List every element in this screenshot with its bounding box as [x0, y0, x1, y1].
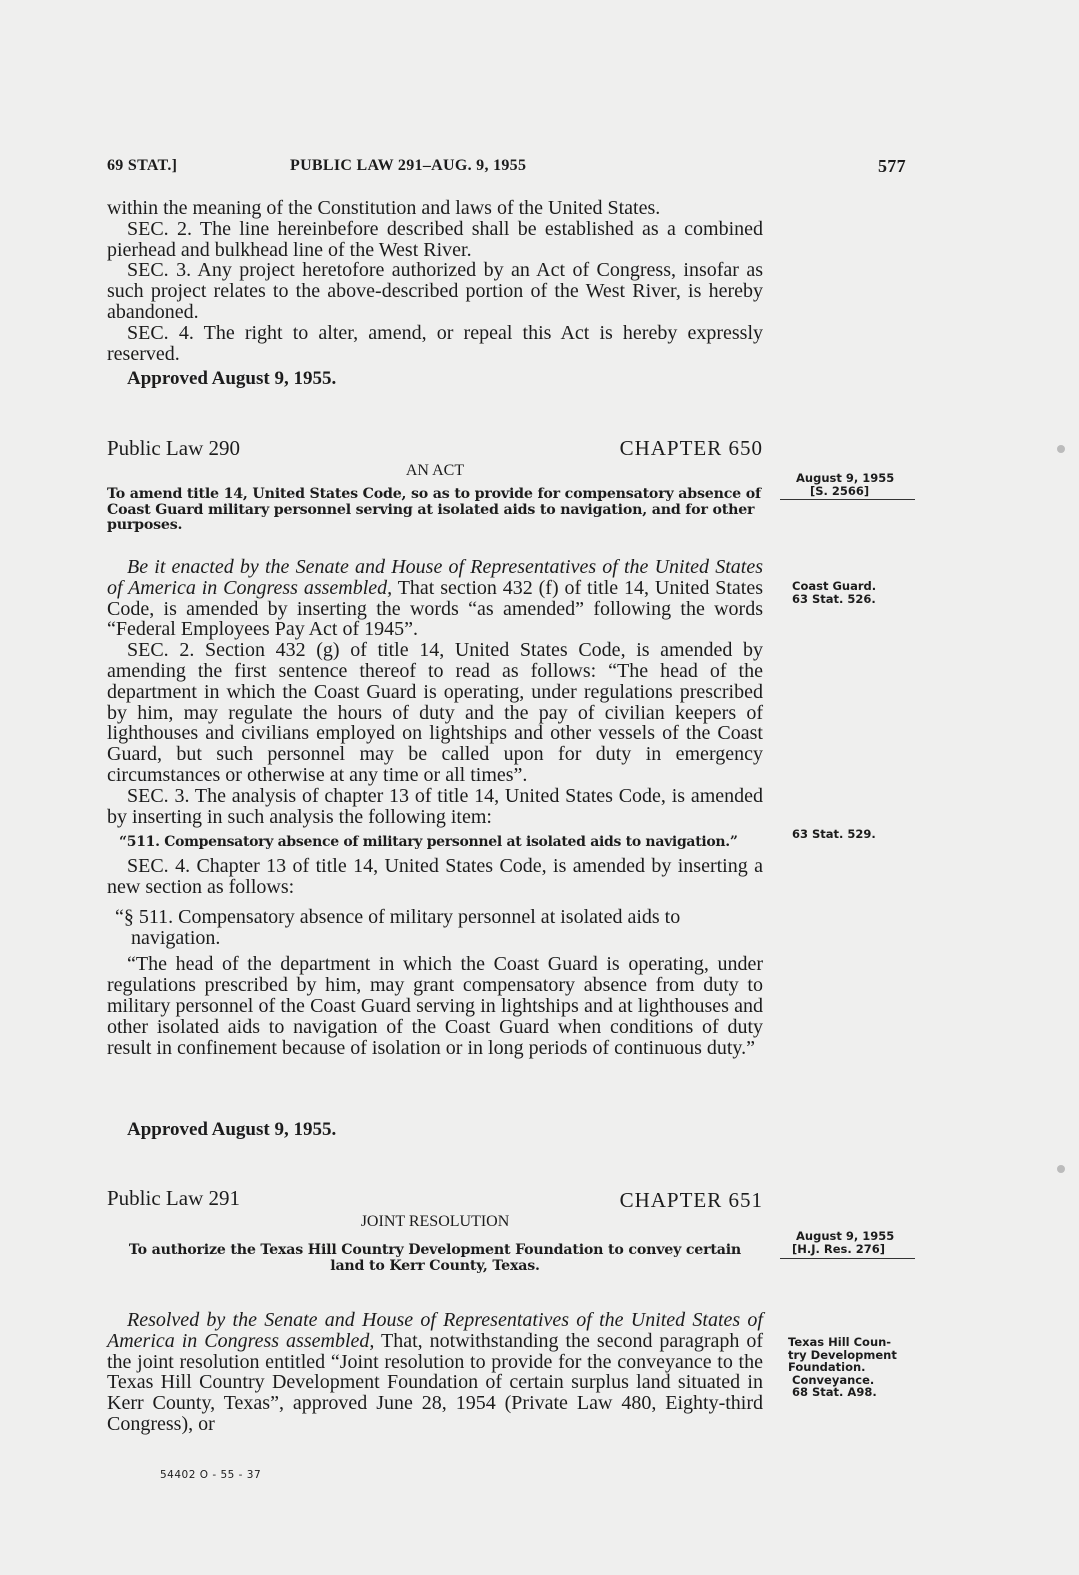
section-label: SEC. 3. [127, 784, 190, 807]
binding-hole-mark [1057, 1165, 1065, 1173]
law-291-body [107, 1310, 763, 1435]
chapter-heading: CHAPTER 651 [619, 1188, 763, 1212]
section-label: SEC. 2. [127, 639, 195, 662]
section-label: SEC. 2. [127, 217, 192, 240]
section-text: Chapter 13 of title 14, United States Code, is amended by inserting a new section as follows: [107, 855, 763, 898]
margin-note-subject [788, 1336, 913, 1399]
summary-line: To authorize the Texas Hill Country Development Foundation to convey certain [128, 1242, 742, 1258]
running-head-volume: 69 STAT.] [107, 157, 178, 174]
section-label: SEC. 4. [127, 321, 194, 344]
margin-note-line: 63 Stat. 526. [792, 591, 876, 606]
margin-note-citation: 63 Stat. 529. [792, 827, 876, 841]
margin-note-line: August 9, 1955 [796, 1229, 895, 1243]
margin-rule [780, 1258, 915, 1259]
section-text: The right to alter, amend, or repeal this Act is hereby expressly reserved. [107, 321, 764, 365]
resolution-summary [107, 1243, 763, 1274]
section-2-paragraph [107, 219, 763, 261]
section-text: The analysis of chapter 13 of title 14, United States Code, is amended by inserting in such analysis the following item: [107, 784, 764, 828]
margin-note-line: Coast Guard. [792, 579, 877, 593]
new-section-text: “The head of the department in which the Coast Guard is operating, under regulations prescribed by him, may grant compensatory absence from duty to military personnel of the Coast Guard serving in lightships and at lighthouses and other isolated aids to navigation of the Coast Guard when conditions of duty result in confinement because of isolation or in long periods of continuous duty.” [107, 953, 763, 1059]
chapter-heading: CHAPTER 650 [619, 436, 763, 460]
margin-rule [780, 499, 915, 500]
section-continuation [107, 198, 763, 364]
section-label: SEC. 4. [127, 855, 191, 878]
running-head-title: PUBLIC LAW 291–AUG. 9, 1955 [290, 157, 527, 174]
margin-note-line: Conveyance. [792, 1372, 875, 1387]
resolving-clause-text: That, notwithstanding the second paragraph of the joint resolution entitled “Joint resolution to provide for the conveyance to the Texas Hill Country Development Foundation of certain surplus land situated in Kerr County, Texas”, approved June 28, 1954 (Private Law 480, Eighty-third Congress), or [107, 1329, 764, 1435]
section-4-paragraph [107, 323, 763, 365]
public-law-heading: Public Law 291 [107, 1186, 240, 1210]
new-section-heading: “§ 511. Compensatory absence of military personnel at isolated aids to navigation. [115, 905, 681, 949]
continued-paragraph: within the meaning of the Constitution and laws of the United States. [107, 197, 661, 219]
margin-note-line: Texas Hill Coun- [788, 1335, 892, 1349]
approved-date: Approved August 9, 1955. [127, 1119, 337, 1140]
margin-note-date [792, 472, 917, 497]
section-text: Any project heretofore authorized by an Act of Congress, insofar as such project relates to the above-described portion of the West River, is hereby abandoned. [107, 259, 763, 323]
section-2-paragraph [107, 640, 763, 786]
margin-note-line: [S. 2566] [810, 483, 870, 498]
section-text: The line hereinbefore described shall be established as a combined pierhead and bulkhead line of the West River. [107, 217, 763, 261]
section-text: Section 432 (g) of title 14, United States Code, is amended by amending the first sentence thereof to read as follows: “The head of the department in which the Coast Guard is operating, under regulations prescribed by him, may regulate the hours of duty and the pay of civilian keepers of lighthouses and civilians employed on lightships and other vessels of the Coast Guard, but such personnel may be called upon for duty in emergency circumstances or otherwise at any time or all times”. [107, 639, 764, 786]
margin-note-subject [792, 580, 917, 605]
page-number: 577 [878, 156, 906, 176]
margin-note-line: Foundation. [788, 1360, 866, 1374]
act-summary: To amend title 14, United States Code, so as to provide for compensatory absence of Coast Guard military personnel serving at isolated aids to navigation, and for other purposes. [107, 486, 761, 533]
margin-note-line: 68 Stat. A98. [792, 1385, 877, 1399]
enacting-clause-text: That section 432 (f) of title 14, United States Code, is amended by inserting the words “as amended” following the words “Federal Employees Pay Act of 1945”. [107, 576, 763, 641]
enacting-clause [107, 557, 763, 640]
margin-note-line: try Development [788, 1347, 897, 1362]
section-label: SEC. 3. [127, 259, 192, 282]
section-3-paragraph [107, 260, 763, 322]
margin-note-date [792, 1230, 917, 1255]
print-code: 54402 O - 55 - 37 [160, 1469, 262, 1481]
law-290-body [107, 557, 763, 1058]
resolving-clause-italic: Resolved by the Senate and House of Representatives of the United States of America in Congress assembled, [107, 1309, 763, 1352]
margin-note-line: [H.J. Res. 276] [792, 1241, 886, 1256]
analysis-item: “511. Compensatory absence of military personnel at isolated aids to navigation.” [119, 834, 738, 851]
public-law-heading: Public Law 290 [107, 436, 240, 460]
approved-date: Approved August 9, 1955. [127, 368, 337, 389]
section-3-paragraph [107, 786, 763, 828]
joint-resolution-title: JOINT RESOLUTION [360, 1213, 510, 1230]
binding-hole-mark [1057, 445, 1065, 453]
margin-note-line: August 9, 1955 [796, 471, 895, 485]
resolving-clause [107, 1310, 763, 1435]
section-4-paragraph [107, 856, 763, 898]
enacting-clause-italic: Be it enacted by the Senate and House of Representatives of the United States of America in Congress assembled, [107, 556, 763, 599]
summary-line: land to Kerr County, Texas. [330, 1257, 540, 1274]
act-title: AN ACT [405, 462, 465, 479]
